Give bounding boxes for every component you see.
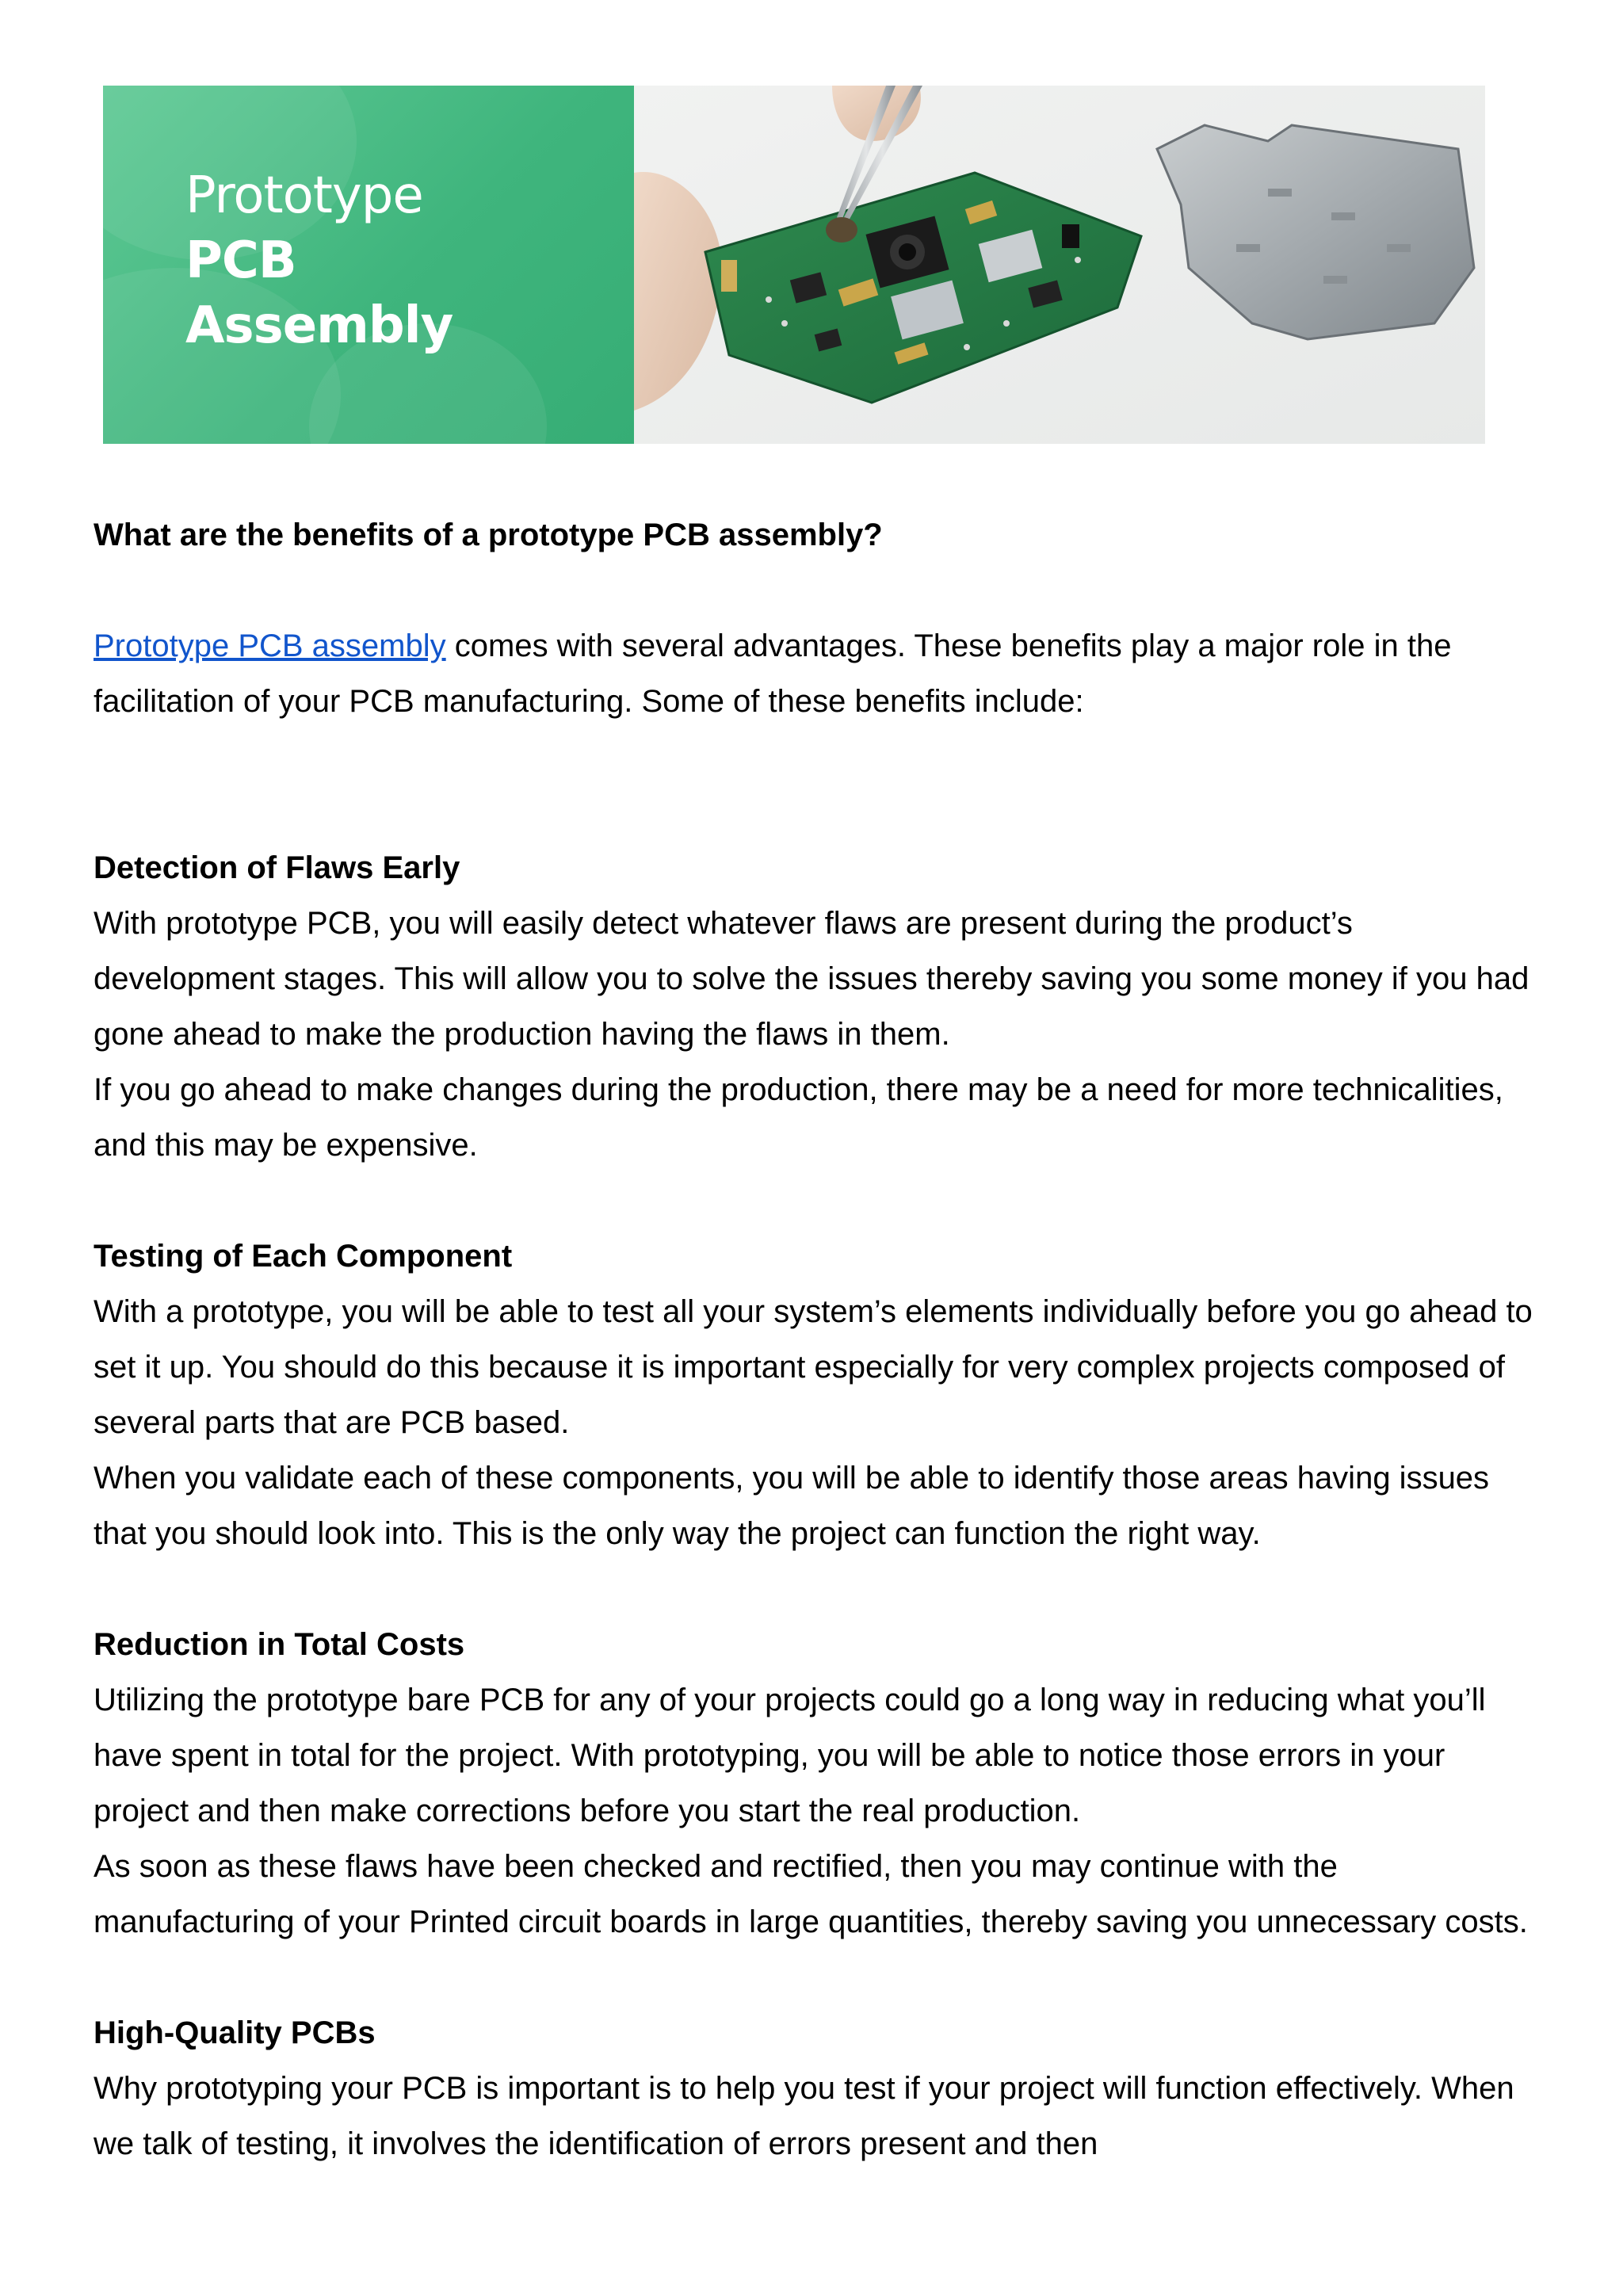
banner-title-line-2: PCB — [185, 231, 296, 290]
prototype-pcb-assembly-link[interactable]: Prototype PCB assembly — [94, 628, 446, 663]
section-heading: Detection of Flaws Early — [94, 850, 460, 885]
section-paragraph: When you validate each of these components, you will be able to identify those areas having issues that you should look into. This is the only way the project can function the right way. — [94, 1461, 1490, 1551]
section-reduction-costs — [94, 1617, 1536, 1950]
intro-paragraph — [94, 618, 1536, 729]
section-paragraph: Utilizing the prototype bare PCB for any of your projects could go a long way in reducing what you’ll have spent in total for the project. With prototyping, you will be able to notice those errors in your project and then make corrections before you start the real production. — [94, 1683, 1486, 1828]
section-paragraph: With a prototype, you will be able to test all your system’s elements individually before you go ahead to set it up. You should do this because it is important especially for very complex projects composed of several parts that are PCB based. — [94, 1294, 1533, 1440]
section-heading: Testing of Each Component — [94, 1239, 513, 1274]
banner-title-panel — [103, 86, 634, 444]
section-high-quality-pcbs — [94, 2005, 1536, 2172]
intro-text: comes with several advantages. These benefits play a major role in the facilitation of your PCB manufacturing. Some of these benefits include: — [94, 628, 1452, 719]
question-heading: What are the benefits of a prototype PCB assembly? — [94, 518, 883, 552]
section-paragraph: As soon as these flaws have been checked and rectified, then you may continue with the manufacturing of your Printed circuit boards in large quantities, thereby saving you unnecessary costs. — [94, 1849, 1528, 1939]
section-heading: High-Quality PCBs — [94, 2015, 376, 2050]
section-paragraph: If you go ahead to make changes during the production, there may be a need for more technicalities, and this may be expensive. — [94, 1072, 1503, 1163]
section-heading: Reduction in Total Costs — [94, 1627, 465, 1662]
hero-banner — [103, 86, 1485, 444]
article — [94, 507, 1536, 2227]
section-detection-of-flaws — [94, 840, 1536, 1173]
banner-title-line-3: Assembly — [185, 296, 453, 355]
banner-title-line-1: Prototype — [185, 166, 423, 225]
banner-title — [185, 163, 453, 358]
section-paragraph: Why prototyping your PCB is important is to help you test if your project will function effectively. When we talk of testing, it involves the identification of errors present and then — [94, 2071, 1514, 2161]
pcb-photo — [634, 86, 1485, 444]
section-testing-components — [94, 1228, 1536, 1561]
section-paragraph: With prototype PCB, you will easily detect whatever flaws are present during the product’s development stages. This will allow you to solve the issues thereby saving you some money if you had gone ahead to make the production having the flaws in them. — [94, 906, 1529, 1052]
